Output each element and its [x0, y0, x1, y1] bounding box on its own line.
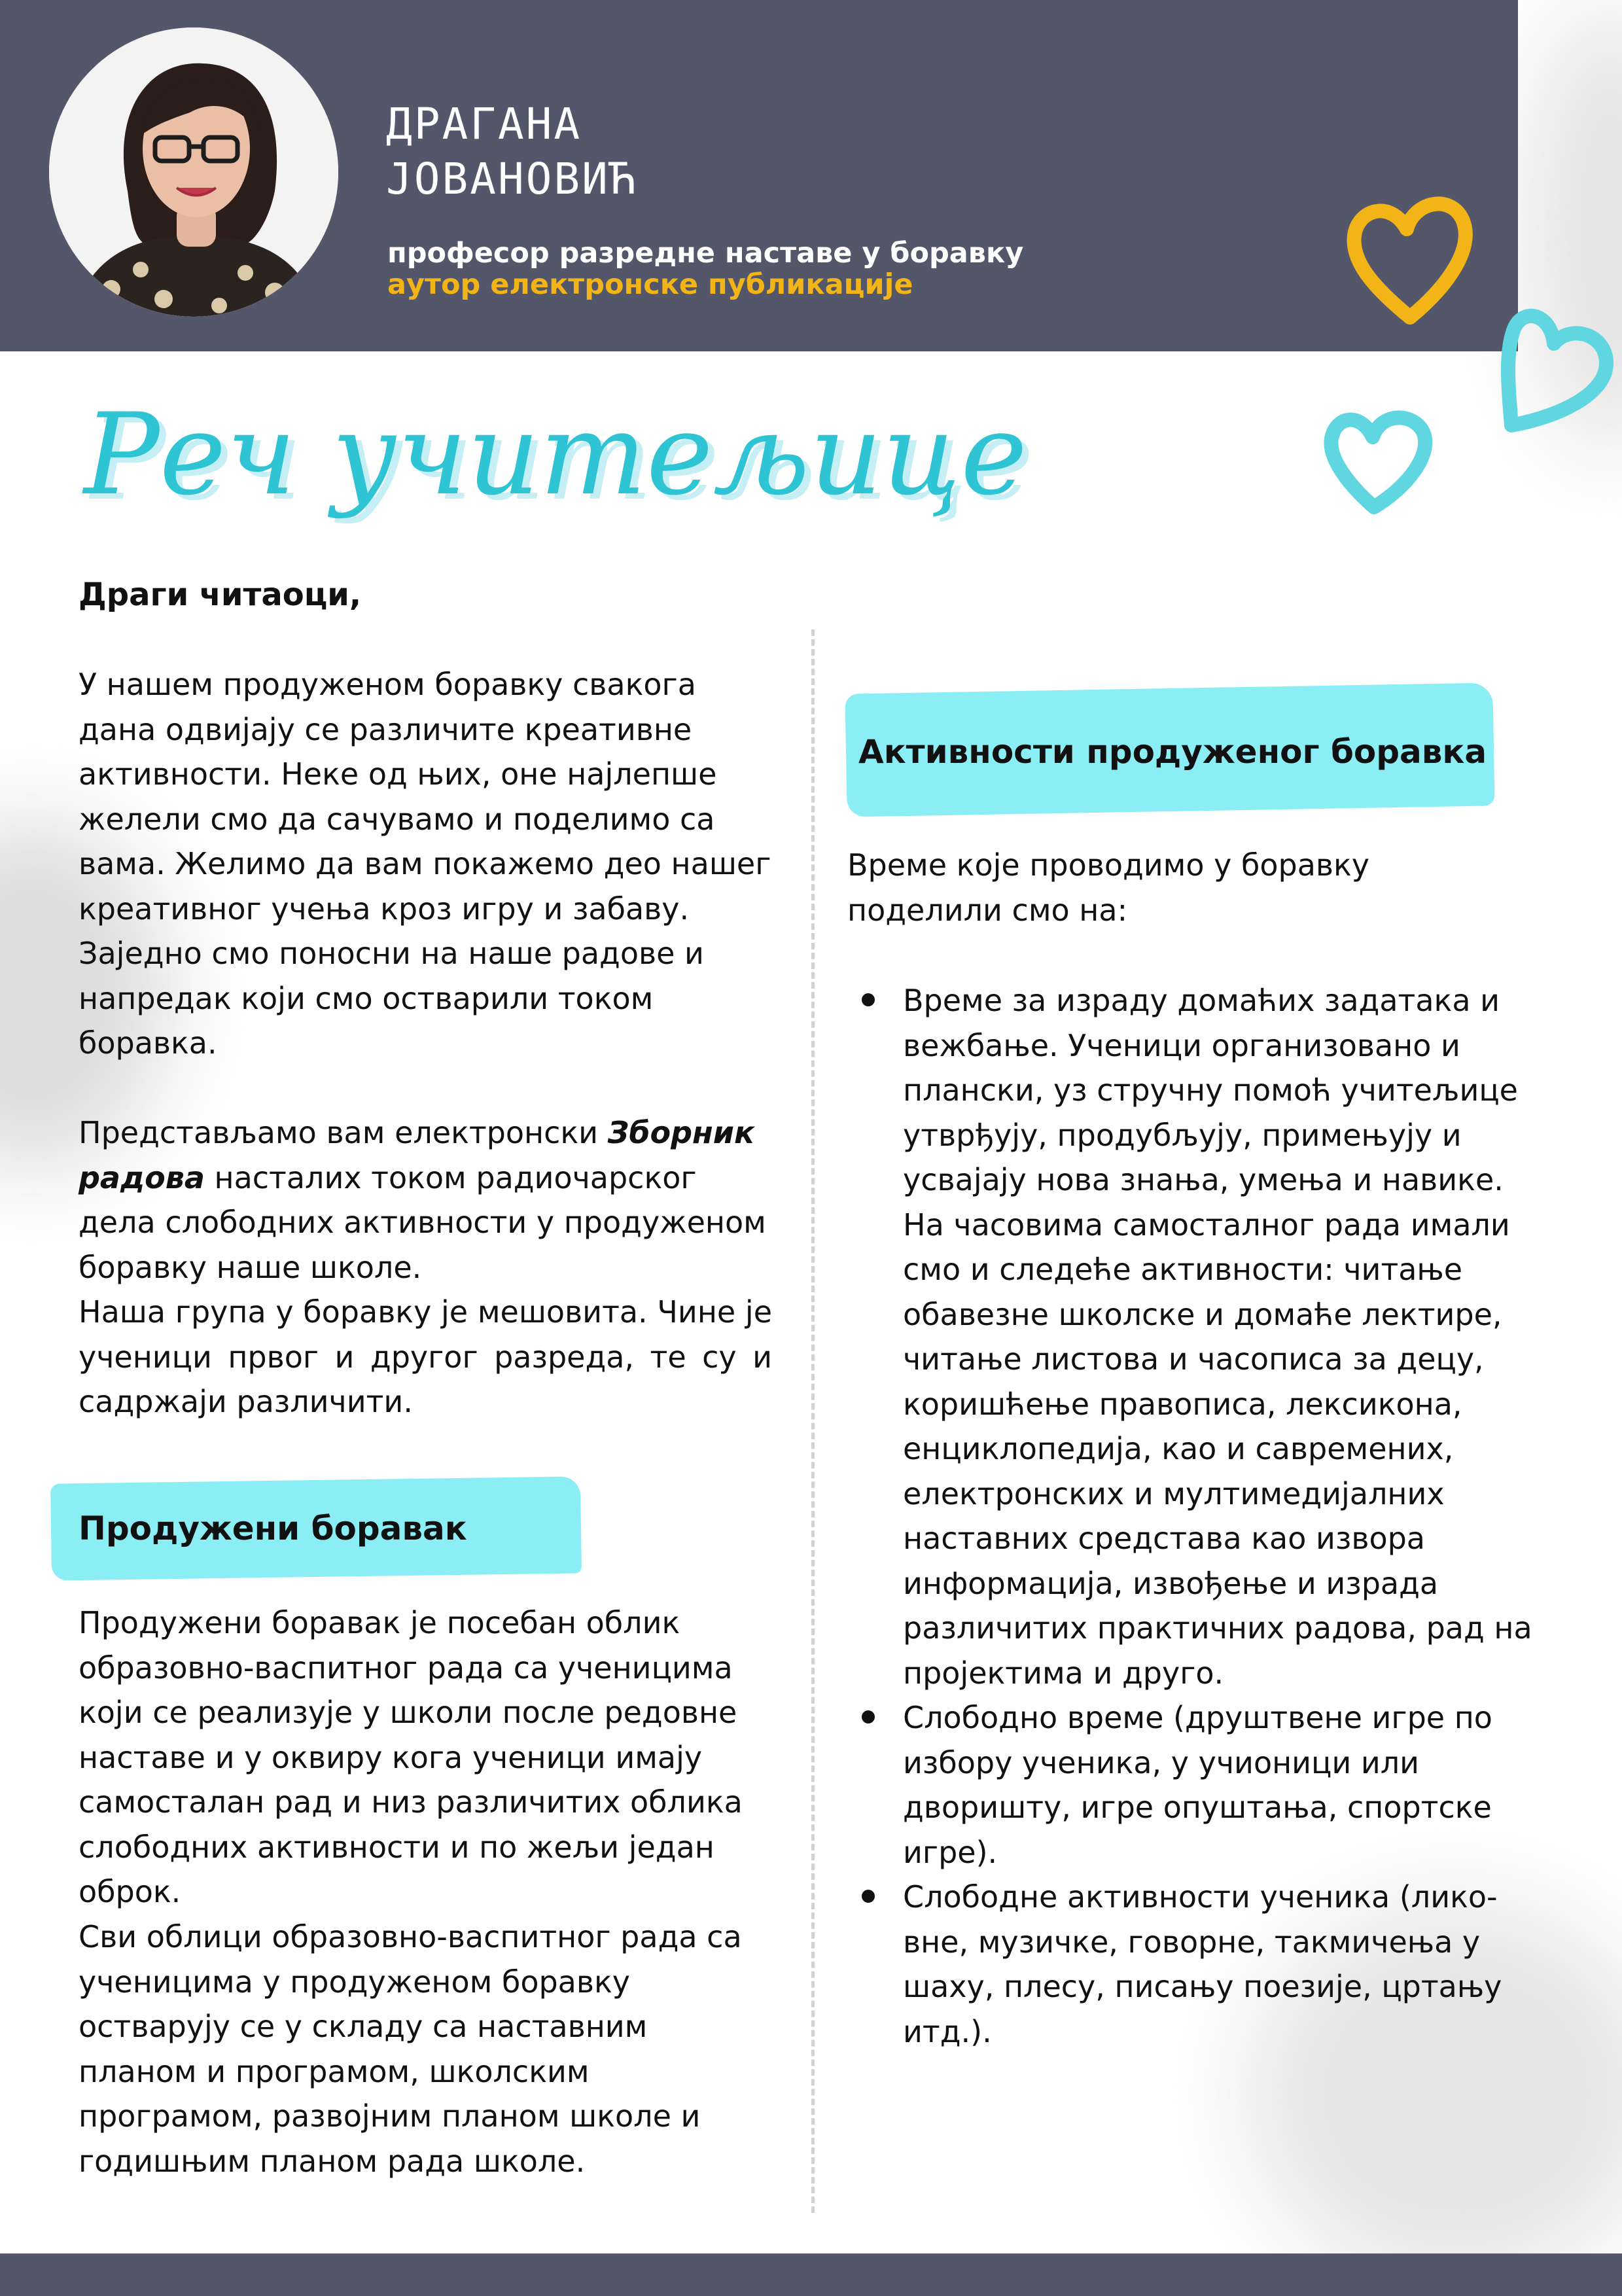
heart-yellow-icon: [1335, 177, 1485, 334]
list-bullet-icon: [862, 1710, 875, 1723]
heart-cyan-small-icon: [1315, 386, 1446, 523]
intro-paragraph-2: [79, 1110, 772, 1290]
heart-cyan-icon: [1485, 288, 1622, 451]
list-item-text: Слободне активности ученика (лико-вне, музичке, говорне, такмичења у шаху, плесу, писању поезије, цртању итд.).: [903, 1879, 1502, 2049]
aktivnosti-heading: Активности продуженог боравка: [858, 733, 1487, 771]
boravak-paragraph-2: Сви облици образовно-васпитног рада са ученицима у продуженом боравку остварују се у складу са наставним планом и програмом, школским програмом, развојним планом школе и годишњим планом рада школе.: [79, 1919, 742, 2179]
author-role: професор разредне наставе у боравку: [387, 237, 1024, 270]
list-bullet-icon: [862, 993, 875, 1006]
list-bullet-icon: [862, 1890, 875, 1903]
author-publication-note: аутор електронске публикације: [387, 268, 913, 301]
author-last-name: ЈОВАНОВИЋ: [386, 154, 638, 204]
author-name: [386, 97, 975, 207]
list-item: [847, 978, 1554, 1695]
intro-paragraph-2-end: насталих током радиочарског дела слободних активности у продуженом боравку наше школе.: [79, 1159, 766, 1285]
list-item: [847, 1875, 1554, 2054]
boravak-paragraph-1: Продужени боравак је посебан облик образовно-васпитног рада са ученицима који се реализује у школи после редовне наставе и у оквиру кога ученици имају самосталан рад и низ различитих облика слободних активности и по жељи један оброк.: [79, 1605, 743, 1909]
list-item-text: Слободно време (друштвене игре по избору ученика, у учионици или дворишту, игре опуштања, спортске игре).: [903, 1700, 1492, 1870]
intro-paragraph-3: Наша група у боравку је мешовита. Чине је ученици првог и другог разреда, те су и садржаји различити.: [79, 1294, 772, 1419]
header-band: [0, 0, 1518, 351]
activities-list: [847, 978, 1554, 2054]
author-photo: [49, 27, 338, 317]
author-portrait-image: [49, 27, 338, 317]
greeting: Драги читаоци,: [79, 576, 362, 613]
aktivnosti-intro: Време које проводимо у боравку поделили смо на:: [847, 847, 1370, 928]
intro-paragraph-1: У нашем продуженом боравку свакога дана одвијају се различите креативне активности. Неке од њих, оне најлепше желели смо да сачувамо и поделимо са вама. Желимо да вам покажемо део нашег креативног учења кроз игру и забаву. Заједно смо поносни на наше радове и напредак који смо остварили током боравка.: [79, 667, 771, 1061]
list-item-text: Време за израду домаћих задатака и вежбање. Ученици организовано и плански, уз стручну помоћ учитељице утврђују, продубљују, примењују и усвајају нова знања, умења и навике. На часовима самосталног рада имали смо и следеће активности: читање обавезне школске и домаће лектире, читање листова и часописа за децу, коришћење правописа, лексикона, енциклопедија, као и савремених, електронских и мултимедијалних наставних средстава као извора информација, извођење и израда различитих практичних радова, рад на пројектима и друго.: [903, 983, 1532, 1691]
column-divider: [811, 629, 815, 2213]
author-first-name: ДРАГАНА: [386, 99, 582, 149]
intro-paragraph-2-start: Представљамо вам електронски: [79, 1115, 608, 1150]
footer-band: [0, 2253, 1622, 2296]
collection-title: Зборник радова: [79, 1115, 755, 1195]
list-item: [847, 1695, 1554, 1875]
boravak-heading: Продужени боравак: [79, 1510, 467, 1547]
page-title: Реч учитељице: [84, 389, 1028, 520]
